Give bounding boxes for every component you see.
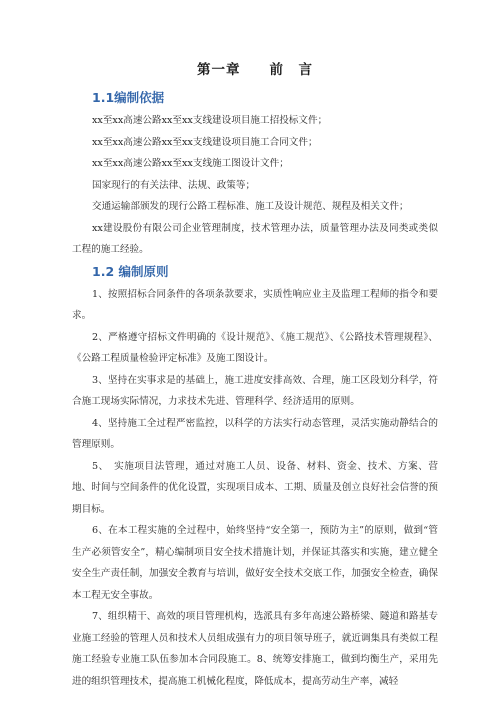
paragraph: 6、在本工程实施的全过程中，始终坚持“安全第一，预防为主”的原则，做到“管生产必须管安全”，精心编制项目安全技术措施计划，并保证其落实和实施，建立健全安全生产责任制，加强安全教育与培训，做好安全技术交底工作，加强安全检查，确保本工程无安全事故。 bbox=[72, 525, 438, 601]
paragraph: 交通运输部颁发的现行公路工程标准、施工及设计规范、规程及相关文件； bbox=[92, 201, 409, 212]
paragraph: 7、组织精干、高效的项目管理机构，选派具有多年高速公路桥梁、隧道和路基专业施工经验的管理人员和技术人员组成强有力的项目领导班子，就近调集具有类似工程施工经验专业施工队伍参加本合同段施工。8、统筹安排施工，做到均衡生产，采用先进的组织管理技术，提高施工机械化程度，降低成本，提高劳动生产率，减轻 bbox=[72, 611, 438, 687]
paragraph: 3、坚持在实事求是的基础上，施工进度安排高效、合理，施工区段划分科学，符合施工现场实际情况，力求技术先进、管理科学、经济适用的原则。 bbox=[72, 374, 438, 407]
paragraph: 4、坚持施工全过程严密监控，以科学的方法实行动态管理，灵活实施动静结合的管理原则。 bbox=[72, 417, 438, 450]
section-heading-principles: 1.2 编制原则 bbox=[92, 263, 169, 279]
paragraph: 国家现行的有关法律、法规、政策等； bbox=[92, 179, 256, 191]
section-heading-basis: 1.1编制依据 bbox=[92, 90, 165, 105]
paragraph: 5、 实施项目法管理，通过对施工人员、设备、材料、资金、技术、方案、营地、时间与空间条件的优化设置，实现项目成本、工期、质量及创立良好社会信誉的预期目标。 bbox=[72, 460, 438, 515]
paragraph: xx建设股份有限公司企业管理制度，技术管理办法，质量管理办法及同类或类似工程的施工经验。 bbox=[72, 222, 438, 255]
section-principles-body bbox=[72, 284, 438, 693]
chapter-title: 第一章 前 言 bbox=[197, 62, 313, 78]
paragraph: xx至xx高速公路xx至xx支线建设项目施工招投标文件； bbox=[92, 115, 328, 126]
paragraph: xx至xx高速公路xx至xx支线施工图设计文件； bbox=[92, 158, 289, 169]
paragraph: xx至xx高速公路xx至xx支线建设项目施工合同文件； bbox=[92, 136, 318, 148]
paragraph: 2、严格遵守招标文件明确的《设计规范》、《施工规范》、《公路技术管理规程》、《公路工程质量检验评定标准》及施工图设计。 bbox=[72, 331, 438, 364]
section-basis-body bbox=[72, 110, 438, 261]
paragraph: 1、按照招标合同条件的各项条款要求，实质性响应业主及监理工程师的指令和要求。 bbox=[72, 288, 438, 321]
